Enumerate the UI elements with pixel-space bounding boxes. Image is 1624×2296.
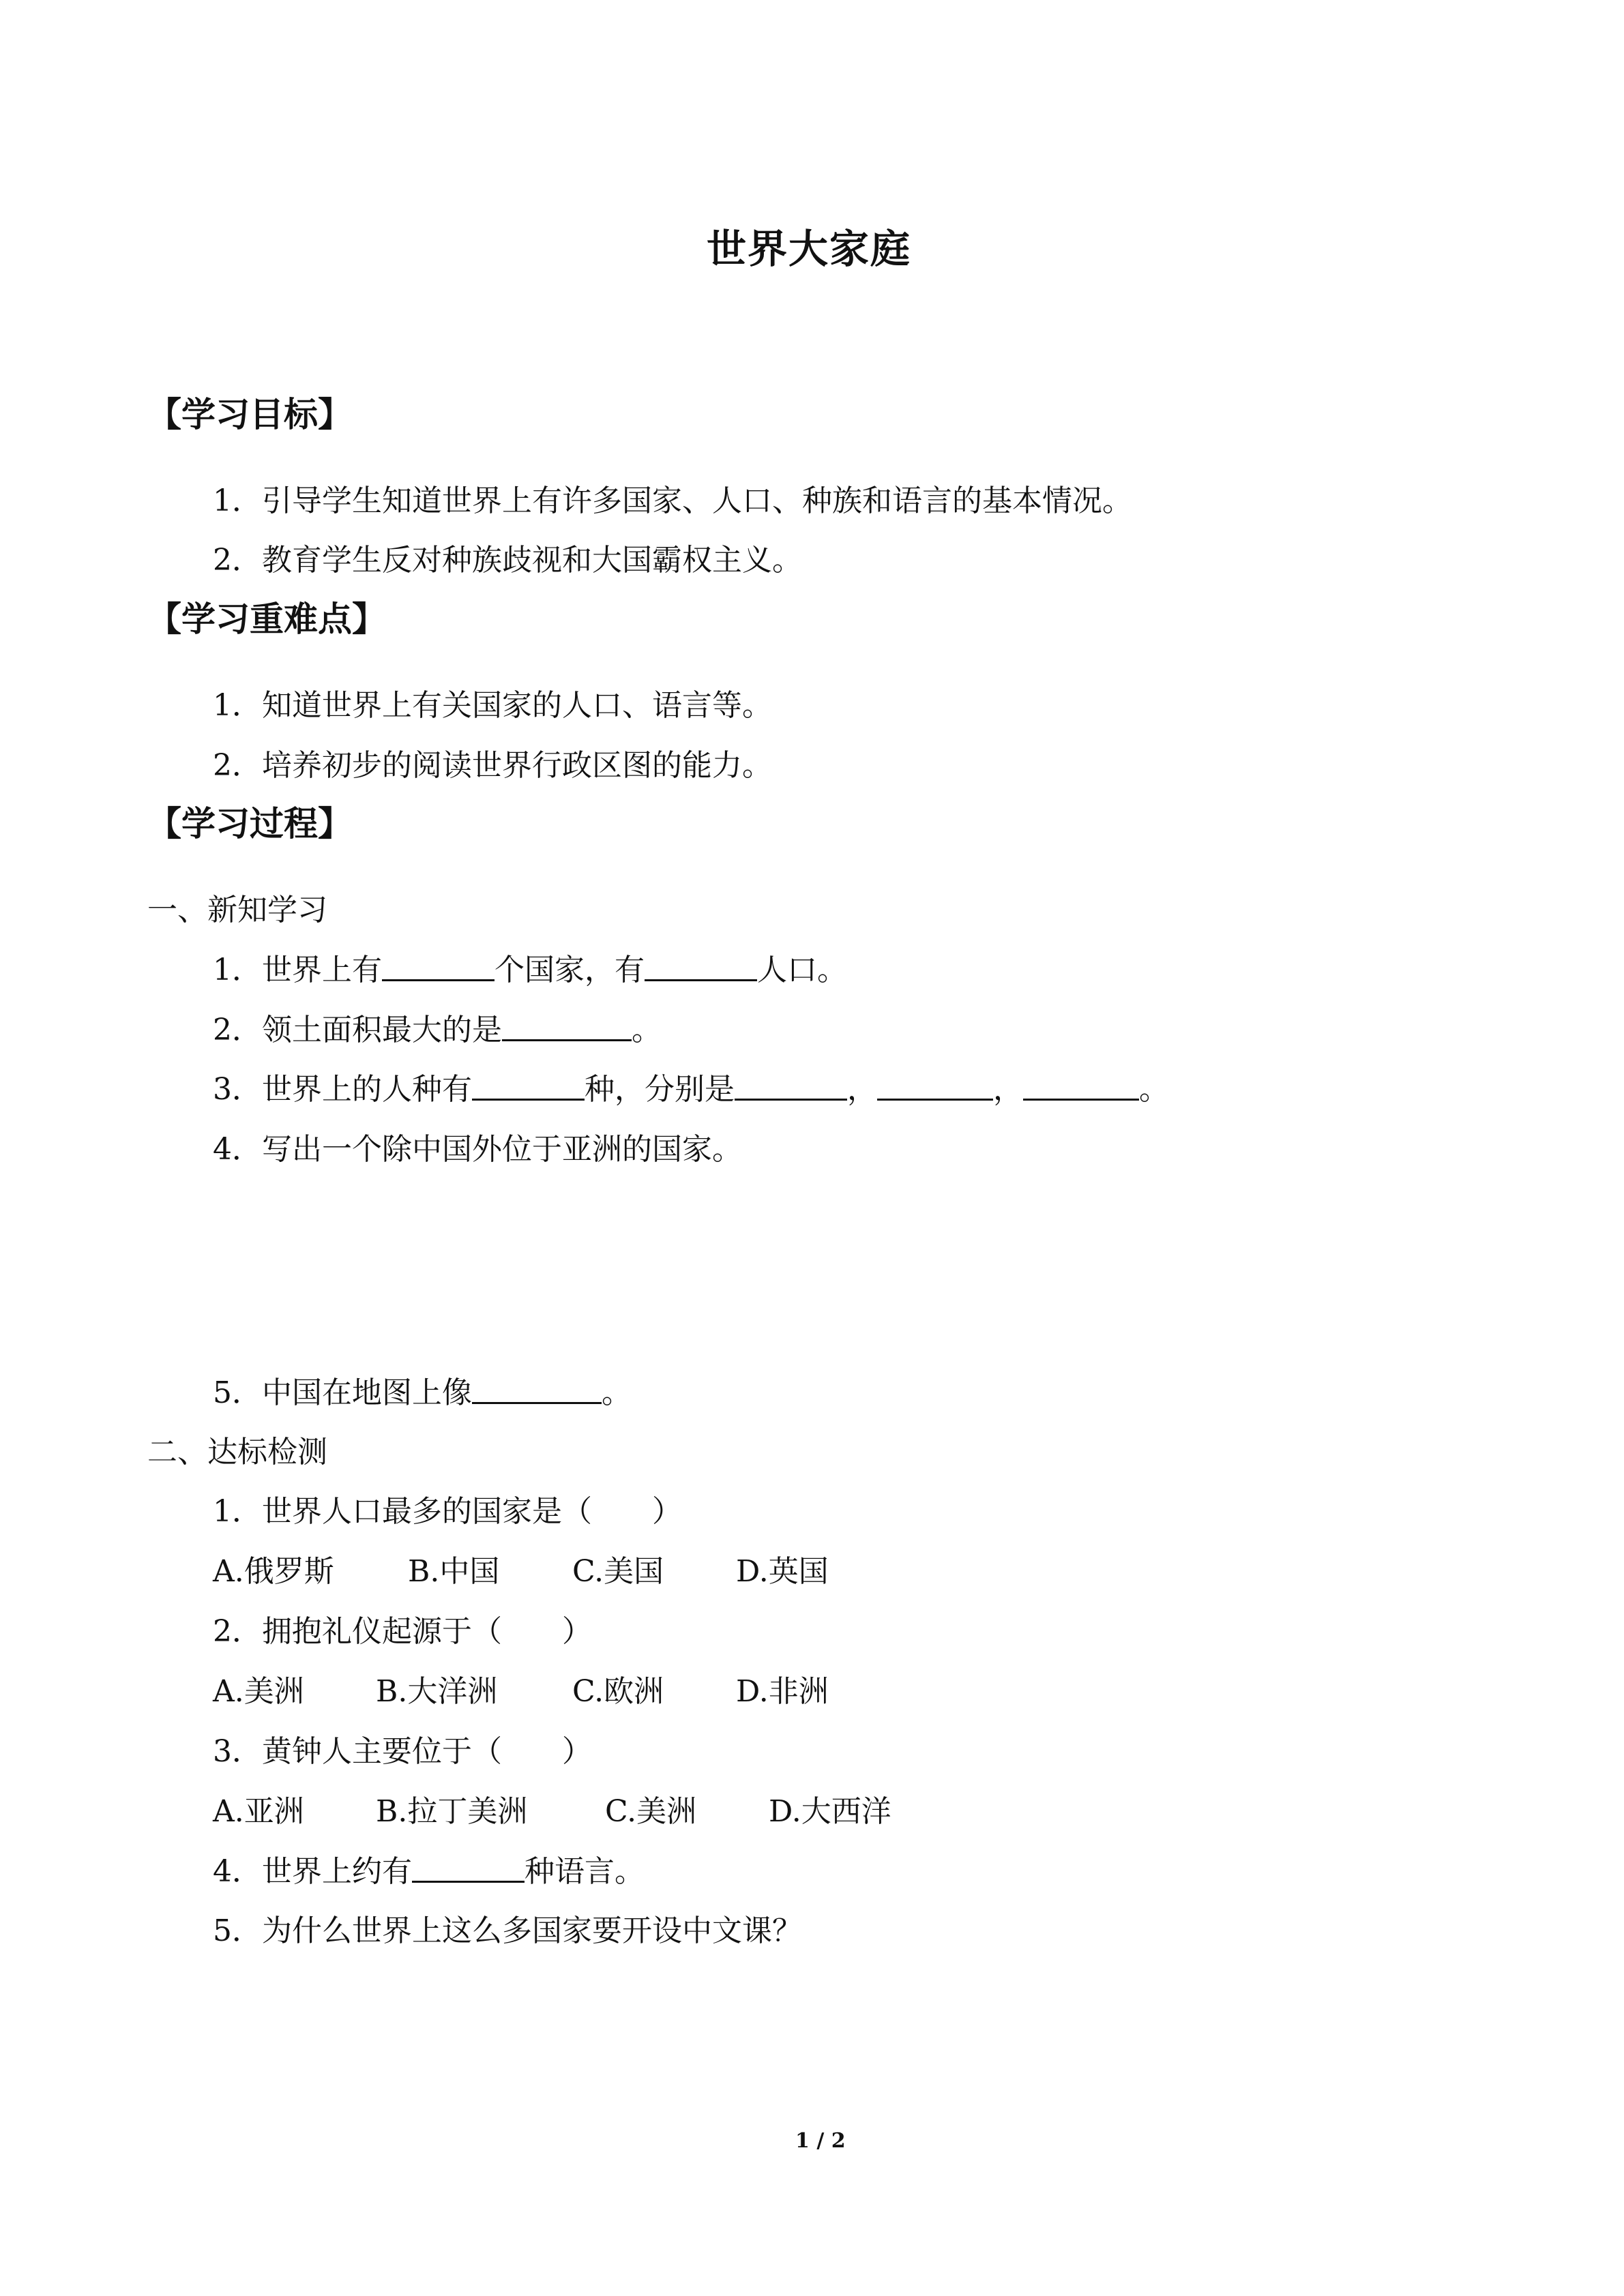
question-2	[213, 1005, 662, 1049]
question-1	[213, 945, 847, 989]
goals-heading: 【学习目标】	[147, 395, 352, 434]
question-text: 种语言。	[525, 1854, 645, 1889]
fill-blank[interactable]	[472, 1375, 602, 1404]
option-c[interactable]: C.欧洲	[572, 1674, 664, 1709]
option-a[interactable]: A.美洲	[213, 1674, 304, 1709]
option-b[interactable]: B.中国	[408, 1554, 500, 1589]
section-title: 二、达标检测	[147, 1435, 327, 1470]
question-3	[213, 1064, 1169, 1108]
question-4	[213, 1847, 645, 1890]
question-text: 1．世界上有	[213, 953, 382, 987]
fill-blank[interactable]	[1023, 1071, 1139, 1101]
question-text: 。	[602, 1375, 632, 1410]
question-text: 。	[1139, 1072, 1169, 1107]
page-title: 世界大家庭	[707, 226, 912, 272]
question-text: 种，分别是	[585, 1072, 735, 1107]
fill-blank[interactable]	[502, 1012, 632, 1041]
option-d[interactable]: D.大西洋	[769, 1794, 891, 1829]
process-heading: 【学习过程】	[147, 804, 352, 844]
question-text: 。	[632, 1013, 662, 1047]
question-text: ，	[847, 1072, 877, 1107]
mc-options-2	[213, 1667, 1031, 1708]
option-b[interactable]: B.拉丁美洲	[376, 1794, 528, 1829]
goal-item: 1．引导学生知道世界上有许多国家、人口、种族和语言的基本情况。	[213, 483, 1132, 518]
key-point-item: 2．培养初步的阅读世界行政区图的能力。	[213, 748, 772, 783]
key-points-heading: 【学习重难点】	[147, 599, 386, 639]
fill-blank[interactable]	[472, 1071, 585, 1101]
mc-options-1	[213, 1547, 1031, 1587]
option-a[interactable]: A.亚洲	[213, 1794, 304, 1829]
question-text: 2．领土面积最大的是	[213, 1013, 502, 1047]
question-text: 3．世界上的人种有	[213, 1072, 472, 1107]
question-5: 5．为什么世界上这么多国家要开设中文课？	[213, 1913, 802, 1948]
mc-question-2: 2．拥抱礼仪起源于（ ）	[213, 1614, 592, 1649]
question-text: ，	[993, 1072, 1023, 1107]
question-text: 4．世界上约有	[213, 1854, 412, 1889]
page-number: 1 / 2	[795, 2129, 846, 2153]
option-d[interactable]: D.非洲	[736, 1674, 829, 1709]
question-4: 4．写出一个除中国外位于亚洲的国家。	[213, 1132, 742, 1167]
section-title: 一、新知学习	[147, 893, 327, 927]
fill-blank[interactable]	[412, 1853, 525, 1883]
question-text: 5．中国在地图上像	[213, 1375, 472, 1410]
fill-blank[interactable]	[382, 952, 494, 981]
option-a[interactable]: A.俄罗斯	[213, 1554, 334, 1589]
question-text: 个国家，有	[494, 953, 645, 987]
fill-blank[interactable]	[645, 952, 757, 981]
option-d[interactable]: D.英国	[736, 1554, 829, 1589]
fill-blank[interactable]	[735, 1071, 847, 1101]
fill-blank[interactable]	[877, 1071, 993, 1101]
mc-options-3	[213, 1787, 1099, 1828]
mc-question-3: 3．黄钟人主要位于（ ）	[213, 1734, 592, 1769]
key-point-item: 1．知道世界上有关国家的人口、语言等。	[213, 688, 772, 723]
goal-item: 2．教育学生反对种族歧视和大国霸权主义。	[213, 543, 802, 578]
question-text: 人口。	[757, 953, 847, 987]
option-c[interactable]: C.美洲	[605, 1794, 697, 1829]
mc-question-1: 1．世界人口最多的国家是（ ）	[213, 1494, 682, 1529]
option-b[interactable]: B.大洋洲	[376, 1674, 498, 1709]
question-5	[213, 1368, 632, 1412]
option-c[interactable]: C.美国	[572, 1554, 664, 1589]
